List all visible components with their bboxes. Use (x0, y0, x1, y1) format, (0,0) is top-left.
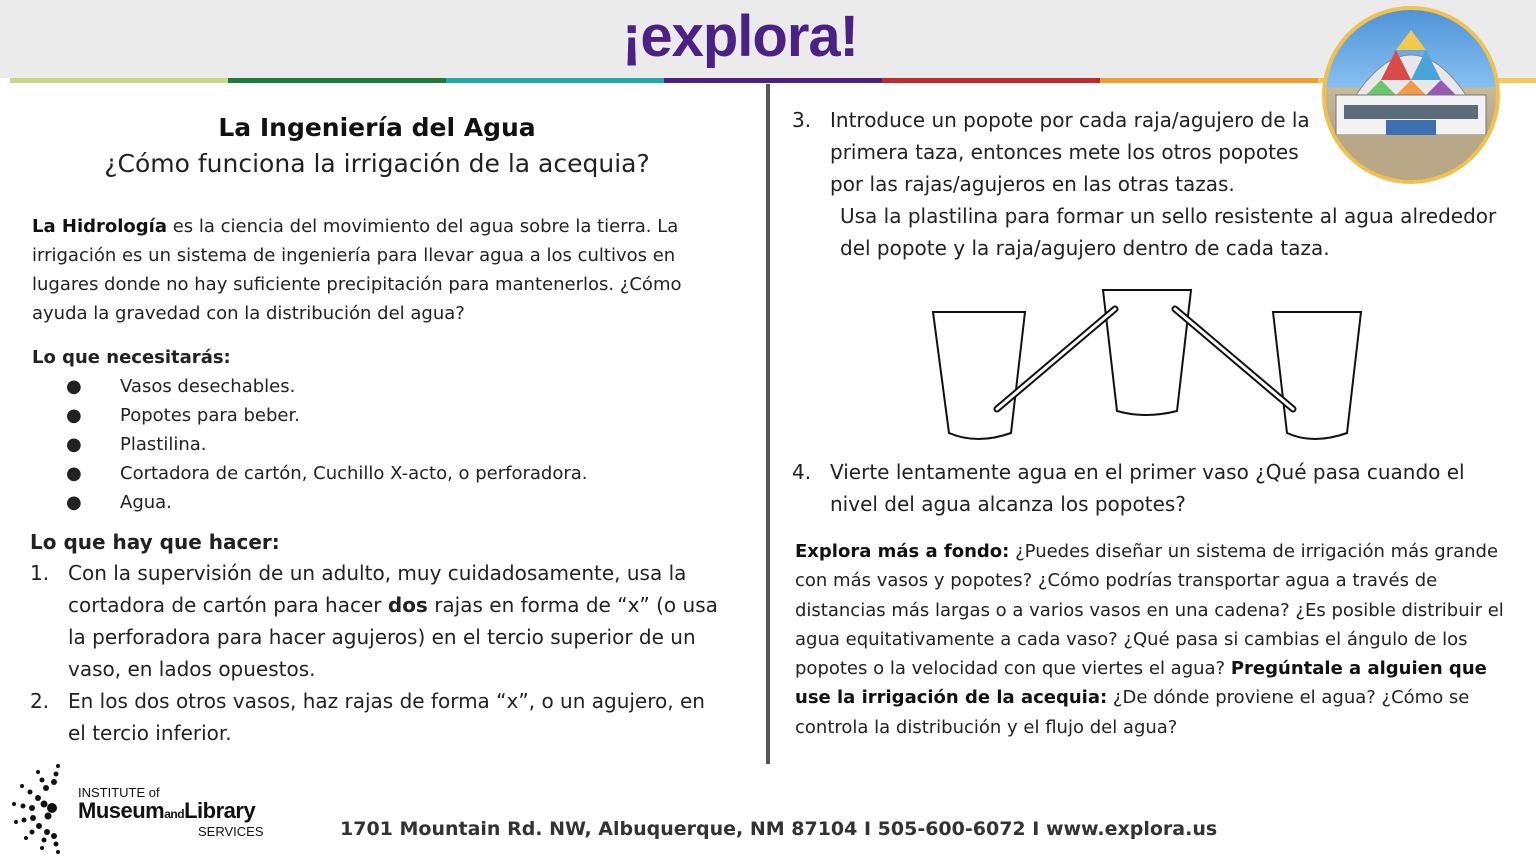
explore-text: ¿Puedes diseñar un sistema de irrigación más grande con más vasos y popotes? ¿Cómo podrías transportar agua a través de distancias más largas o a varios vasos en una cadena? ¿Es posible distribuir el agua equitativamente a cada vaso? ¿Qué pasa si cambias el ángulo de los popotes o la velocidad con que viertes el agua? (795, 541, 1504, 680)
intro-text: es la ciencia del movimiento del agua sobre la tierra. La irrigación es un sistema de ingeniería para llevar agua a los cultivos en lugares donde no hay suficiente precipitación para mantenerlos. ¿Cómo ayuda la gravedad con la distribución del agua? (32, 216, 682, 324)
bullet-icon: ● (66, 376, 82, 397)
stripe-segment (446, 78, 664, 83)
stripe-segment (10, 78, 228, 83)
cups-straws-diagram (925, 285, 1365, 445)
list-item-text: Cortadora de cartón, Cuchillo X-acto, o perforadora. (120, 463, 588, 484)
step-item (30, 557, 722, 685)
materials-list (32, 372, 722, 517)
step-text: rajas en forma de “x” (o usa la perforadora para hacer agujeros) en el tercio superior de un vaso, en lados opuestos. (68, 593, 718, 681)
list-item-text: Popotes para beber. (120, 405, 300, 426)
step-item (30, 685, 722, 749)
step-number: 4. (792, 460, 812, 484)
bullet-icon: ● (66, 492, 82, 513)
left-column (32, 110, 722, 749)
imls-museum: Museum (78, 798, 165, 823)
list-item-text: Plastilina. (120, 434, 207, 455)
ask-text: ¿De dónde proviene el agua? ¿Cómo se controla la distribución y el flujo del agua? (795, 687, 1470, 738)
imls-and: and (164, 807, 185, 821)
stripe-segment (1100, 78, 1318, 83)
step-text: Con la supervisión de un adulto, muy cuidadosamente, usa la cortadora de cartón para hacer (68, 561, 687, 617)
explora-logo: ¡explora! (622, 4, 858, 69)
intro-bold-term: La Hidrología (32, 216, 167, 237)
page-title: La Ingeniería del Agua (218, 113, 536, 142)
color-stripe (10, 78, 1536, 83)
step-number: 1. (30, 561, 50, 585)
intro-paragraph (32, 212, 722, 328)
list-item (32, 488, 722, 517)
bullet-icon: ● (66, 434, 82, 455)
step-4-list (792, 456, 1512, 520)
imls-services: SERVICES (198, 824, 264, 839)
list-item (32, 401, 722, 430)
step-text: En los dos otros vasos, haz rajas de forma “x”, o un agujero, en el tercio inferior. (68, 689, 705, 745)
cup-left (933, 312, 1025, 439)
bullet-icon: ● (66, 405, 82, 426)
imls-name (78, 800, 264, 825)
list-item (32, 372, 722, 401)
step-text: Introduce un popote por cada raja/agujero de la primera taza, entonces mete los otros popotes por las rajas/agujeros en las otras tazas. (830, 108, 1310, 196)
page-subtitle: ¿Cómo funciona la irrigación de la acequia? (104, 149, 650, 178)
footer-contact: 1701 Mountain Rd. NW, Albuquerque, NM 87104 I 505-600-6072 I www.explora.us (340, 818, 1218, 840)
header-bar (0, 0, 1536, 78)
step-number: 2. (30, 689, 50, 713)
cup-right (1273, 312, 1361, 439)
list-item-text: Vasos desechables. (120, 376, 296, 397)
explore-further-paragraph (795, 537, 1510, 742)
materials-heading: Lo que necesitarás: (32, 347, 231, 368)
bullet-icon: ● (66, 463, 82, 484)
seal-instruction: Usa la plastilina para formar un sello resistente al agua alrededor del popote y la raja/agujero dentro de cada taza. (840, 204, 1497, 260)
imls-burst-icon (8, 760, 74, 858)
steps-list (30, 557, 722, 749)
imls-library: Library (184, 798, 256, 823)
step-item (792, 456, 1512, 520)
stripe-segment (664, 78, 882, 83)
right-column (792, 104, 1512, 264)
stripe-segment (882, 78, 1100, 83)
stripe-segment (228, 78, 446, 83)
step-text: Vierte lentamente agua en el primer vaso ¿Qué pasa cuando el nivel del agua alcanza los popotes? (830, 460, 1465, 516)
step-item (792, 104, 1322, 200)
imls-wordmark (78, 786, 264, 838)
explore-bold: Explora más a fondo: (795, 541, 1010, 562)
imls-institute: INSTITUTE of (78, 785, 160, 800)
list-item (32, 430, 722, 459)
list-item (32, 459, 722, 488)
ask-bold: Pregúntale a alguien que use la irrigación de la acequia: (795, 658, 1487, 709)
list-item-text: Agua. (120, 492, 172, 513)
steps-heading: Lo que hay que hacer: (30, 530, 280, 554)
steps-list-continued (792, 104, 1512, 200)
step-bold-text: dos (387, 593, 428, 617)
step-number: 3. (792, 108, 812, 132)
imls-logo (8, 760, 288, 858)
column-divider (766, 84, 770, 764)
